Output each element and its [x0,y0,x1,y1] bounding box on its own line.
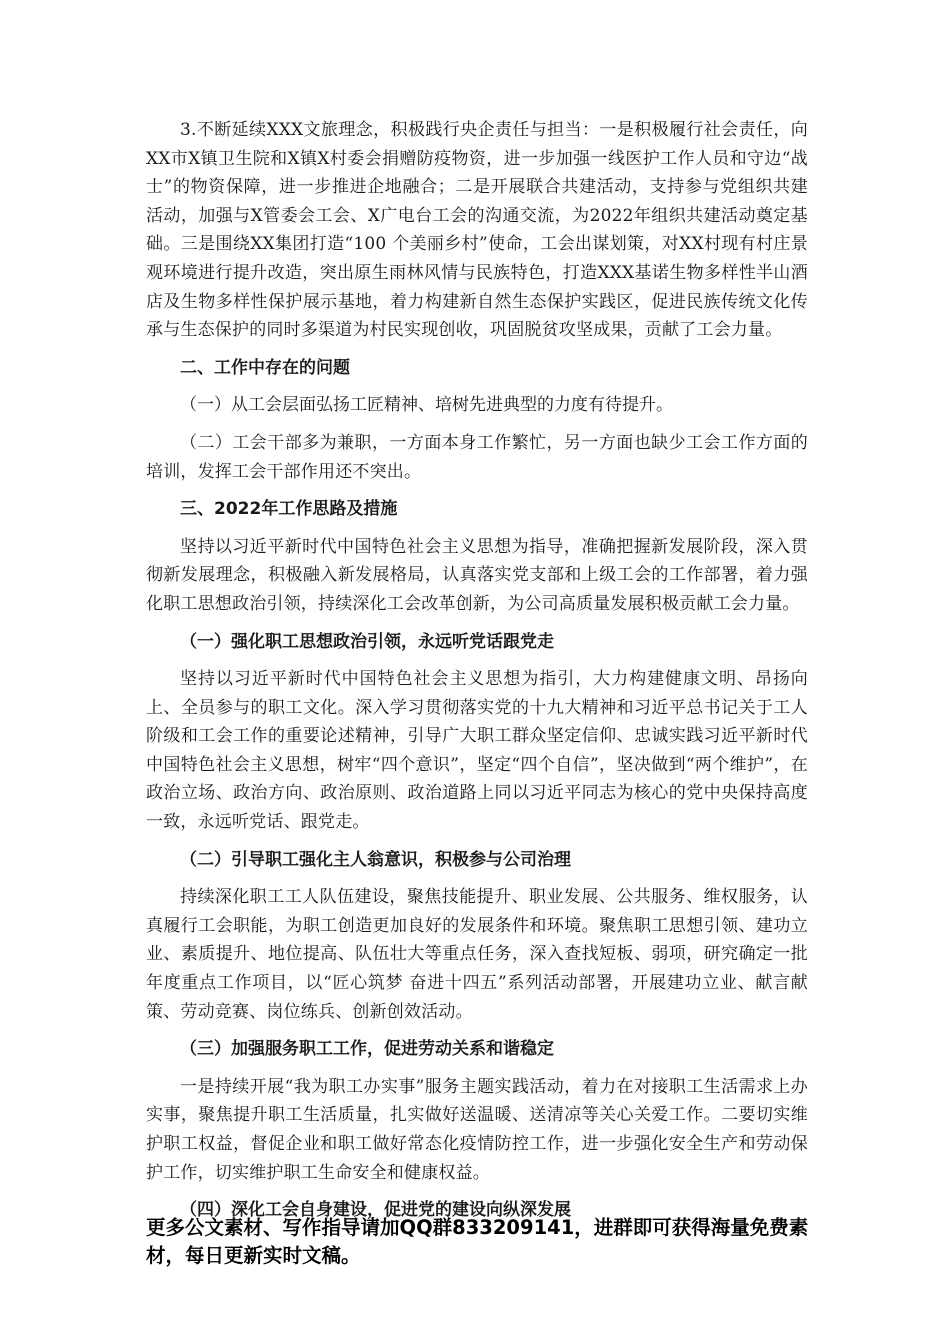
paragraph-item-3: 3.不断延续XXX文旅理念，积极践行央企责任与担当：一是积极履行社会责任，向XX市X镇卫生院和X镇X村委会捐赠防疫物资，进一步加强一线医护工作人员和守边“战士”的物资保障，进一步推进企地融合；二是开展联合共建活动，支持参与党组织共建活动，加强与X管委会工会、X广电台工会的沟通交流，为2022年组织共建活动奠定基础。三是围绕XX集团打造“100 个美丽乡村”使命，工会出谋划策，对XX村现有村庄景观环境进行提升改造，突出原生雨林风情与民族特色，打造XXX基诺生物多样性半山酒店及生物多样性保护展示基地，着力构建新自然生态保护实践区，促进民族传统文化传承与生态保护的同时多渠道为村民实现创收，巩固脱贫攻坚成果，贡献了工会力量。 [146,120,808,341]
subsection-title-3: （三）加强服务职工工作，促进劳动关系和谐稳定 [180,1039,554,1060]
subsection-title-1: （一）强化职工思想政治引领，永远听党话跟党走 [180,631,554,652]
subsection-body-2: 持续深化职工工人队伍建设，聚焦技能提升、职业发展、公共服务、维权服务，认真履行工会职能，为职工创造更加良好的发展条件和环境。聚焦职工思想引领、建功立业、素质提升、地位提高、队伍壮大等重点任务，深入查找短板、弱项，研究确定一批年度重点工作项目，以“匠心筑梦 奋进十四五”系列活动部署，开展建功立业、献言献策、劳动竞赛、岗位练兵、创新创效活动。 [146,887,808,1022]
document-body [146,116,808,1225]
subsection-title-2: （二）引导职工强化主人翁意识，积极参与公司治理 [180,849,571,870]
promo-footer-text: 更多公文素材、写作指导请加QQ群833209141，进群即可获得海量免费素材，每日更新实时文稿。 [146,1216,809,1267]
subsection-body-1: 坚持以习近平新时代中国特色社会主义思想为指引，大力构建健康文明、昂扬向上、全员参与的职工文化。深入学习贯彻落实党的十九大精神和习近平总书记关于工人阶级和工会工作的重要论述精神，引导广大职工群众坚定信仰、忠诚实践习近平新时代中国特色社会主义思想，树牢“四个意识”，坚定“四个自信”，坚决做到“两个维护”，在政治立场、政治方向、政治原则、政治道路上同以习近平同志为核心的党中央保持高度一致，永远听党话、跟党走。 [146,669,808,833]
section-heading-plan: 三、2022年工作思路及措施 [180,499,398,520]
section-heading-problems: 二、工作中存在的问题 [180,357,350,378]
problem-item-2: （二）工会干部多为兼职，一方面本身工作繁忙，另一方面也缺少工会工作方面的培训，发挥工会干部作用还不突出。 [146,432,808,482]
subsection-title-4: （四）深化工会自身建设，促进党的建设向纵深发展 [180,1200,571,1221]
subsection-body-3: 一是持续开展“我为职工办实事”服务主题实践活动，着力在对接职工生活需求上办实事，聚焦提升职工生活质量，扎实做好送温暖、送清凉等关心关爱工作。二要切实维护职工权益，督促企业和职工做好常态化疫情防控工作，进一步强化安全生产和劳动保护工作，切实维护职工生命安全和健康权益。 [146,1076,808,1183]
plan-intro-paragraph: 坚持以习近平新时代中国特色社会主义思想为指导，准确把握新发展阶段，深入贯彻新发展理念，积极融入新发展格局，认真落实党支部和上级工会的工作部署，着力强化职工思想政治引领，持续深化工会改革创新，为公司高质量发展积极贡献工会力量。 [146,536,808,614]
problem-item-1: （一）从工会层面弘扬工匠精神、培树先进典型的力度有待提升。 [180,395,673,416]
